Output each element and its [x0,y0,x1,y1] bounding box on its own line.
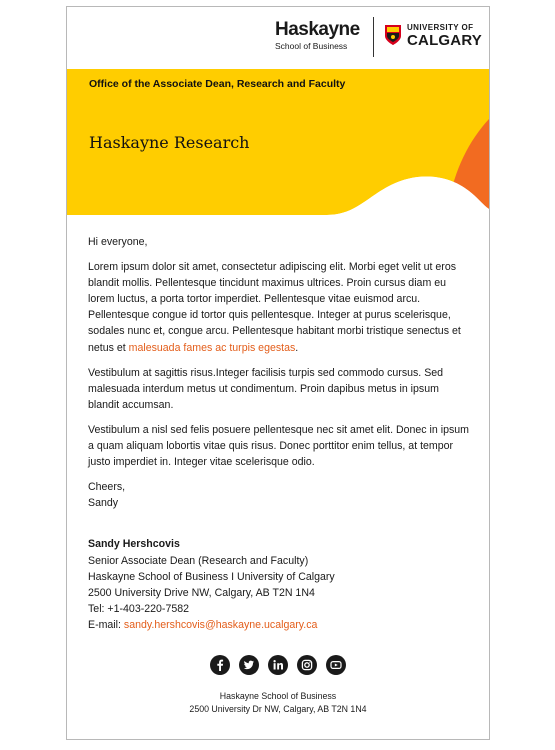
banner-title: Haskayne Research [89,133,250,152]
shield-icon [385,25,401,45]
paragraph-1-end: . [295,341,299,354]
haskayne-logo[interactable] [275,20,365,51]
greeting: Hi everyone, [88,236,148,248]
signature-tel: Tel: +1-403-220-7582 [88,602,190,615]
footer-line-1: Haskayne School of Business [219,691,337,701]
paragraph-3: Vestibulum a nisl sed felis posuere pellentesque nec sit amet elit. Donec in ipsum a quam aliquam lobortis vitae quis risus. Donec porttitor enim tellus, at tempor justo imperdiet in. Integer vitae scelerisque odio. [88,423,469,469]
university-of-label: UNIVERSITY OF [407,23,474,32]
logo-bar [67,7,489,69]
university-of-calgary-logo[interactable] [385,21,487,55]
haskayne-wordmark: Haskayne [275,19,360,40]
calgary-label: CALGARY [407,32,483,49]
signature-email-row [88,617,470,633]
linkedin-icon[interactable] [268,655,288,675]
signature-name: Sandy Hershcovis [88,538,180,551]
closing-name: Sandy [88,497,119,510]
instagram-icon[interactable] [297,655,317,675]
closing-word: Cheers, [88,481,126,494]
signature-block [88,536,470,633]
facebook-icon[interactable] [210,655,230,675]
email-frame [66,6,490,740]
paragraph-2: Vestibulum at sagittis risus.Integer facilisis turpis sed commodo cursus. Sed malesuada interdum metus ut condimentum. Proin dapibus metus in ipsum blandit accumsan. [88,366,444,411]
closing [88,479,470,511]
signature-org: Haskayne School of Business I University of Calgary [88,570,335,583]
banner-office-label: Office of the Associate Dean, Research and Faculty [89,78,346,90]
signature-email-label: E-mail: [88,618,124,631]
signature-title: Senior Associate Dean (Research and Faculty) [88,554,309,567]
signature-address: 2500 University Drive NW, Calgary, AB T2N 1N4 [88,586,315,599]
paragraph-1-link[interactable]: malesuada fames ac turpis egestas [128,341,296,354]
haskayne-subtitle: School of Business [275,41,348,51]
email-footer [67,690,489,716]
signature-email-link[interactable]: sandy.hershcovis@haskayne.ucalgary.ca [123,618,318,631]
twitter-icon[interactable] [239,655,259,675]
paragraph-1 [88,259,470,356]
logo-divider [373,17,374,57]
youtube-icon[interactable] [326,655,346,675]
footer-line-2: 2500 University Dr NW, Calgary, AB T2N 1N4 [189,704,367,714]
email-body [88,234,470,633]
paragraph-1-text: Lorem ipsum dolor sit amet, consectetur adipiscing elit. Morbi eget velit ut eros blandit mollis. Pellentesque tincidunt maximus ultrices. Proin cursus diam eu lorem luctus, a porta tortor imperdiet. Pellentesque vitae euismod arcu. Pellentesque congue id tortor quis pellentesque. Integer at purus scelerisque, sodales nunc et, congue arcu. Pellentesque habitant morbi tristique senectus et netus et [88,261,461,354]
social-links [210,655,346,677]
research-banner [67,69,489,215]
